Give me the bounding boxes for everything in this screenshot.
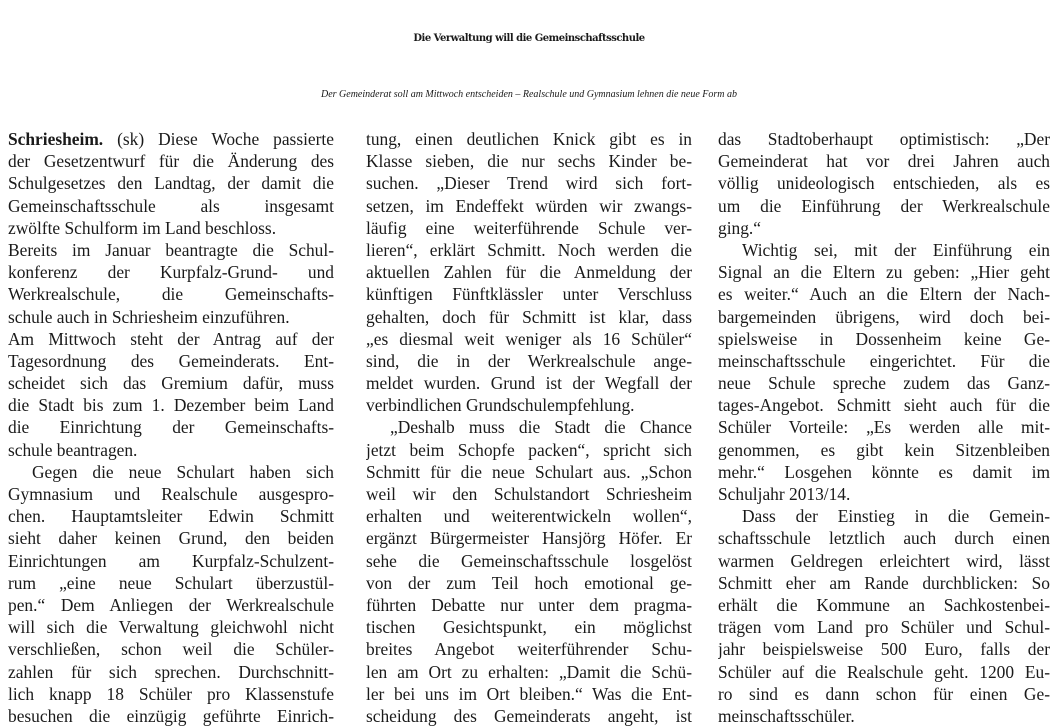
line-text: von der zum Teil hoch emotional ge- bbox=[366, 572, 692, 593]
text-line bbox=[718, 439, 1050, 461]
text-line bbox=[718, 394, 1050, 416]
line-text: rum „eine neue Schulart überzustül- bbox=[8, 572, 334, 593]
text-line bbox=[8, 483, 334, 505]
line-text: Am Mittwoch steht der Antrag auf der bbox=[8, 328, 334, 349]
text-line bbox=[718, 150, 1050, 172]
text-line bbox=[366, 372, 692, 394]
text-line bbox=[718, 172, 1050, 194]
article-headline: Die Verwaltung will die Gemeinschaftsschule bbox=[413, 33, 645, 44]
line-text: Bereits im Januar beantragte die Schul- bbox=[8, 239, 334, 260]
text-line bbox=[366, 705, 692, 727]
text-line bbox=[718, 416, 1050, 438]
article-subheadline: Der Gemeinderat soll am Mittwoch entscheiden – Realschule und Gymnasium lehnen die neue Form ab bbox=[320, 89, 738, 100]
line-text: meinschaftsschüler. bbox=[718, 705, 855, 726]
text-line bbox=[366, 638, 692, 660]
text-line bbox=[366, 172, 692, 194]
text-line bbox=[366, 195, 692, 217]
text-line bbox=[8, 572, 334, 594]
line-text: Klasse sieben, die nur sechs Kinder be- bbox=[366, 151, 692, 172]
text-line bbox=[718, 261, 1050, 283]
text-line bbox=[8, 372, 334, 394]
text-line bbox=[366, 505, 692, 527]
line-text: es weiter.“ Auch an die Eltern der Nach- bbox=[718, 284, 1050, 305]
text-line bbox=[366, 683, 692, 705]
line-text: Signal an die Eltern zu geben: „Hier geht bbox=[718, 262, 1050, 283]
line-text: mehr.“ Losgehen könnte es damit im bbox=[718, 461, 1050, 482]
line-text: sehe die Gemeinschaftsschule losgelöst bbox=[366, 550, 692, 571]
text-line bbox=[8, 261, 334, 283]
line-text: tung, einen deutlichen Knick gibt es in bbox=[366, 129, 692, 149]
line-text: völlig unideologisch entschieden, als es bbox=[718, 173, 1050, 194]
text-line bbox=[8, 350, 334, 372]
line-text: aktuellen Zahlen für die Anmeldung der bbox=[366, 262, 692, 283]
line-text: sind, die in der Werkrealschule ange- bbox=[366, 350, 692, 371]
line-text: die Einrichtung der Gemeinschafts- bbox=[8, 417, 334, 438]
text-line bbox=[718, 372, 1050, 394]
text-line bbox=[366, 306, 692, 328]
text-line bbox=[8, 461, 334, 483]
line-text: Schuljahr 2013/14. bbox=[718, 484, 851, 504]
text-line bbox=[366, 616, 692, 638]
text-line bbox=[718, 705, 1050, 727]
line-text: verbindlichen Grundschulempfehlung. bbox=[366, 395, 635, 416]
line-text: lich knapp 18 Schüler pro Klassenstufe bbox=[8, 683, 334, 704]
line-text: verschließen, schon weil die Schüler- bbox=[8, 639, 334, 660]
line-text: zahlen für sich sprechen. Durchschnitt- bbox=[8, 661, 334, 682]
line-text: führten Debatte nur unter dem pragma- bbox=[366, 594, 692, 615]
line-text: meldet wurden. Grund ist der Wegfall der bbox=[366, 373, 692, 394]
text-line bbox=[366, 217, 692, 239]
text-line bbox=[718, 550, 1050, 572]
text-line bbox=[366, 350, 692, 372]
line-text: sieht daher keinen Grund, den beiden bbox=[8, 528, 334, 549]
text-line bbox=[366, 128, 692, 150]
text-line bbox=[718, 683, 1050, 705]
line-text: Gemeinschaftsschule als insgesamt bbox=[8, 195, 334, 216]
line-text: scheidet sich das Gremium dafür, muss bbox=[8, 373, 334, 394]
text-line bbox=[366, 594, 692, 616]
line-text: trägen vom Land pro Schüler und Schul- bbox=[718, 617, 1050, 638]
text-line bbox=[718, 527, 1050, 549]
line-text: Schmitt eher am Rande durchblicken: So bbox=[718, 572, 1050, 593]
line-text: spielsweise in Dossenheim keine Ge- bbox=[718, 328, 1050, 349]
text-line bbox=[718, 217, 1050, 239]
text-line bbox=[366, 150, 692, 172]
text-line bbox=[718, 283, 1050, 305]
line-text: genommen, es gibt kein Sitzenbleiben bbox=[718, 439, 1050, 460]
text-line bbox=[8, 394, 334, 416]
text-line bbox=[366, 572, 692, 594]
text-line bbox=[8, 306, 334, 328]
line-text: der Gesetzentwurf für die Änderung des bbox=[8, 151, 334, 172]
article-column-3 bbox=[718, 128, 1050, 727]
text-line bbox=[366, 661, 692, 683]
line-text: tischen Gesichtspunkt, ein möglichst bbox=[366, 617, 692, 638]
line-text: die Stadt bis zum 1. Dezember beim Land bbox=[8, 395, 334, 416]
text-line bbox=[718, 616, 1050, 638]
line-text: (sk) Diese Woche passierte bbox=[103, 129, 334, 149]
line-text: „es diesmal weit weniger als 16 Schüler“ bbox=[366, 328, 692, 349]
line-text: Tagesordnung des Gemeinderats. Ent- bbox=[8, 350, 334, 371]
line-text: bargemeinden übrigens, wird doch bei- bbox=[718, 306, 1050, 327]
text-line bbox=[718, 328, 1050, 350]
text-line bbox=[366, 461, 692, 483]
text-line bbox=[718, 661, 1050, 683]
text-line bbox=[366, 283, 692, 305]
text-line bbox=[366, 394, 692, 416]
line-text: len am Ort zu erhalten: „Damit die Schü- bbox=[366, 661, 692, 682]
text-line bbox=[366, 328, 692, 350]
text-line bbox=[8, 172, 334, 194]
line-text: will sich die Verwaltung gleichwohl nicht bbox=[8, 617, 334, 638]
line-text: schaftsschule letztlich auch durch einen bbox=[718, 528, 1050, 549]
text-line bbox=[8, 616, 334, 638]
text-line bbox=[8, 439, 334, 461]
article-column-1 bbox=[8, 128, 334, 727]
line-text: suchen. „Dieser Trend wird sich fort- bbox=[366, 173, 692, 194]
text-line bbox=[718, 195, 1050, 217]
text-line bbox=[8, 217, 334, 239]
line-text: erhält die Kommune an Sachkostenbei- bbox=[718, 594, 1050, 615]
line-text: „Deshalb muss die Stadt die Chance bbox=[390, 417, 692, 438]
line-text: jetzt beim Schopfe packen“, spricht sich bbox=[366, 439, 692, 460]
text-line bbox=[8, 638, 334, 660]
text-line bbox=[366, 261, 692, 283]
text-line bbox=[8, 705, 334, 727]
text-line bbox=[8, 416, 334, 438]
line-text: tages-Angebot. Schmitt sieht auch für die bbox=[718, 395, 1050, 416]
dateline: Schriesheim. bbox=[8, 129, 104, 149]
line-text: scheidung des Gemeinderats angeht, ist bbox=[366, 705, 692, 726]
line-text: breites Angebot weiterführender Schu- bbox=[366, 639, 692, 660]
line-text: pen.“ Dem Anliegen der Werkrealschule bbox=[8, 594, 334, 615]
line-text: jahr beispielsweise 500 Euro, falls der bbox=[718, 639, 1050, 660]
text-line bbox=[8, 594, 334, 616]
text-line bbox=[366, 483, 692, 505]
line-text: warmen Geldregen erleichtert wird, lässt bbox=[718, 550, 1050, 571]
line-text: Dass der Einstieg in die Gemein- bbox=[742, 506, 1050, 527]
line-text: konferenz der Kurpfalz-Grund- und bbox=[8, 262, 334, 283]
text-line bbox=[8, 661, 334, 683]
text-line bbox=[8, 527, 334, 549]
line-text: läufig eine weiterführende Schule ver- bbox=[366, 217, 692, 238]
line-text: das Stadtoberhaupt optimistisch: „Der bbox=[718, 129, 1050, 149]
text-line bbox=[366, 550, 692, 572]
text-line bbox=[718, 572, 1050, 594]
text-line bbox=[8, 283, 334, 305]
text-line bbox=[718, 239, 1050, 261]
text-line bbox=[8, 239, 334, 261]
line-text: chen. Hauptamtsleiter Edwin Schmitt bbox=[8, 506, 334, 527]
text-line bbox=[366, 527, 692, 549]
line-text: ging.“ bbox=[718, 217, 761, 238]
line-text: neue Schule spreche zudem das Ganz- bbox=[718, 373, 1050, 394]
text-line bbox=[718, 483, 1050, 505]
line-text: um die Einführung der Werkrealschule bbox=[718, 195, 1050, 216]
line-text: Gemeinderat hat vor drei Jahren auch bbox=[718, 151, 1050, 172]
line-text: Schmitt für die neue Schulart aus. „Schon bbox=[366, 461, 692, 482]
text-line bbox=[366, 239, 692, 261]
line-text: Werkrealschule, die Gemeinschafts- bbox=[8, 284, 334, 305]
text-line bbox=[718, 461, 1050, 483]
text-line bbox=[718, 505, 1050, 527]
line-text: ergänzt Bürgermeister Hansjörg Höfer. Er bbox=[366, 528, 692, 549]
text-line bbox=[8, 328, 334, 350]
text-line bbox=[8, 550, 334, 572]
line-text: Einrichtungen am Kurpfalz-Schulzent- bbox=[8, 550, 334, 571]
text-line bbox=[718, 350, 1050, 372]
line-text: schule auch in Schriesheim einzuführen. bbox=[8, 306, 290, 327]
line-text: schule beantragen. bbox=[8, 439, 138, 460]
line-text: meinschaftsschule eingerichtet. Für die bbox=[718, 350, 1050, 371]
text-line bbox=[8, 150, 334, 172]
line-text: Gegen die neue Schulart haben sich bbox=[32, 461, 334, 482]
text-line bbox=[718, 594, 1050, 616]
text-line bbox=[8, 683, 334, 705]
text-line bbox=[8, 505, 334, 527]
text-line bbox=[366, 439, 692, 461]
text-line bbox=[718, 306, 1050, 328]
line-text: erhalten und weiterentwickeln wollen“, bbox=[366, 506, 692, 527]
line-text: weil wir den Schulstandort Schriesheim bbox=[366, 484, 692, 504]
line-text: ro sind es dann schon für einen Ge- bbox=[718, 683, 1050, 704]
line-text: besuchen die einzügig geführte Einrich- bbox=[8, 705, 334, 726]
article-column-2 bbox=[366, 128, 692, 727]
line-text: lieren“, erklärt Schmitt. Noch werden die bbox=[366, 239, 692, 260]
text-line bbox=[8, 195, 334, 217]
line-text: Wichtig sei, mit der Einführung ein bbox=[742, 239, 1050, 260]
text-line bbox=[718, 128, 1050, 150]
text-line bbox=[8, 128, 334, 150]
line-text: setzen, im Endeffekt würden wir zwangs- bbox=[366, 195, 692, 216]
text-line bbox=[718, 638, 1050, 660]
line-text: Schulgesetzes den Landtag, der damit die bbox=[8, 173, 334, 194]
line-text: zwölfte Schulform im Land beschloss. bbox=[8, 217, 277, 238]
line-text: künftigen Fünftklässler unter Verschluss bbox=[366, 284, 692, 305]
line-text: Gymnasium und Realschule ausgespro- bbox=[8, 484, 334, 504]
line-text: Schüler Vorteile: „Es werden alle mit- bbox=[718, 417, 1050, 438]
line-text: ler bei uns im Ort bleiben.“ Was die Ent- bbox=[366, 683, 692, 704]
line-text: gehalten, doch für Schmitt ist klar, dass bbox=[366, 306, 692, 327]
line-text: Schüler auf die Realschule geht. 1200 Eu- bbox=[718, 661, 1050, 682]
text-line bbox=[366, 416, 692, 438]
